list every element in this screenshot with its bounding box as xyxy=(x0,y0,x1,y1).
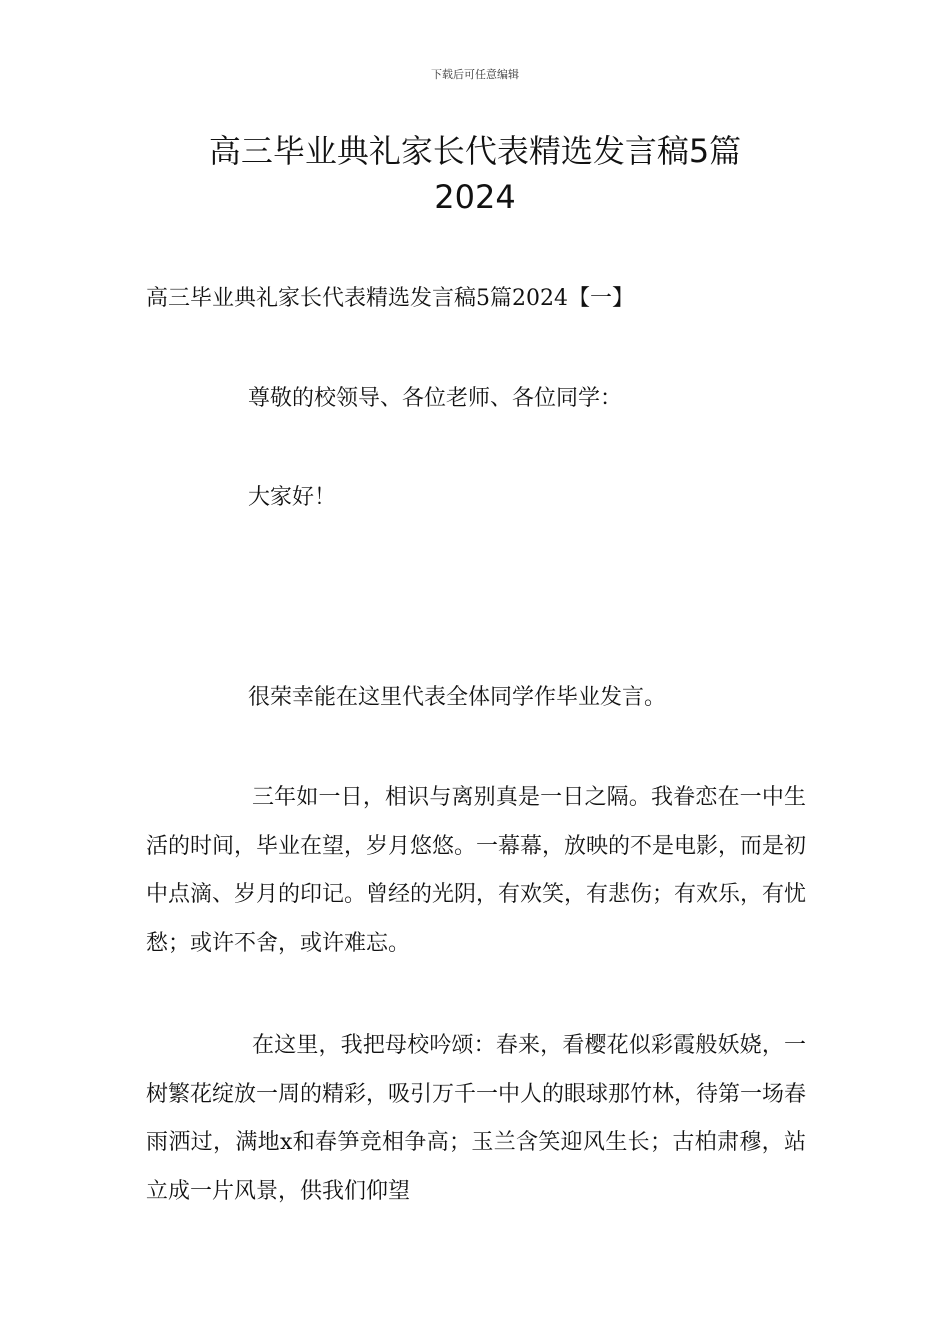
header-note: 下载后可任意编辑 xyxy=(431,68,519,81)
title-line-1: 高三毕业典礼家长代表精选发言稿5篇 xyxy=(208,132,742,170)
body-paragraph-2: 在这里，我把母校吟颂：春来，看樱花似彩霞般妖娆，一树繁花绽放一周的精彩，吸引万千一中人的眼球那竹林，待第一场春雨洒过，满地x和春笋竞相争高；玉兰含笑迎风生长；古柏肃穆，站立成一片风景，供我们仰望 xyxy=(146,1033,807,1204)
document-title xyxy=(0,128,950,220)
salutation: 尊敬的校领导、各位老师、各位同学： xyxy=(248,386,623,411)
body-paragraph-1: 三年如一日，相识与离别真是一日之隔。我眷恋在一中生活的时间，毕业在望，岁月悠悠。一幕幕，放映的不是电影，而是初中点滴、岁月的印记。曾经的光阴，有欢笑，有悲伤；有欢乐，有忧愁；或许不舍，或许难忘。 xyxy=(146,785,807,956)
greeting: 大家好！ xyxy=(248,485,337,510)
section-heading: 高三毕业典礼家长代表精选发言稿5篇2024【一】 xyxy=(146,286,634,311)
intro-sentence: 很荣幸能在这里代表全体同学作毕业发言。 xyxy=(248,685,667,710)
title-line-2: 2024 xyxy=(434,178,516,216)
